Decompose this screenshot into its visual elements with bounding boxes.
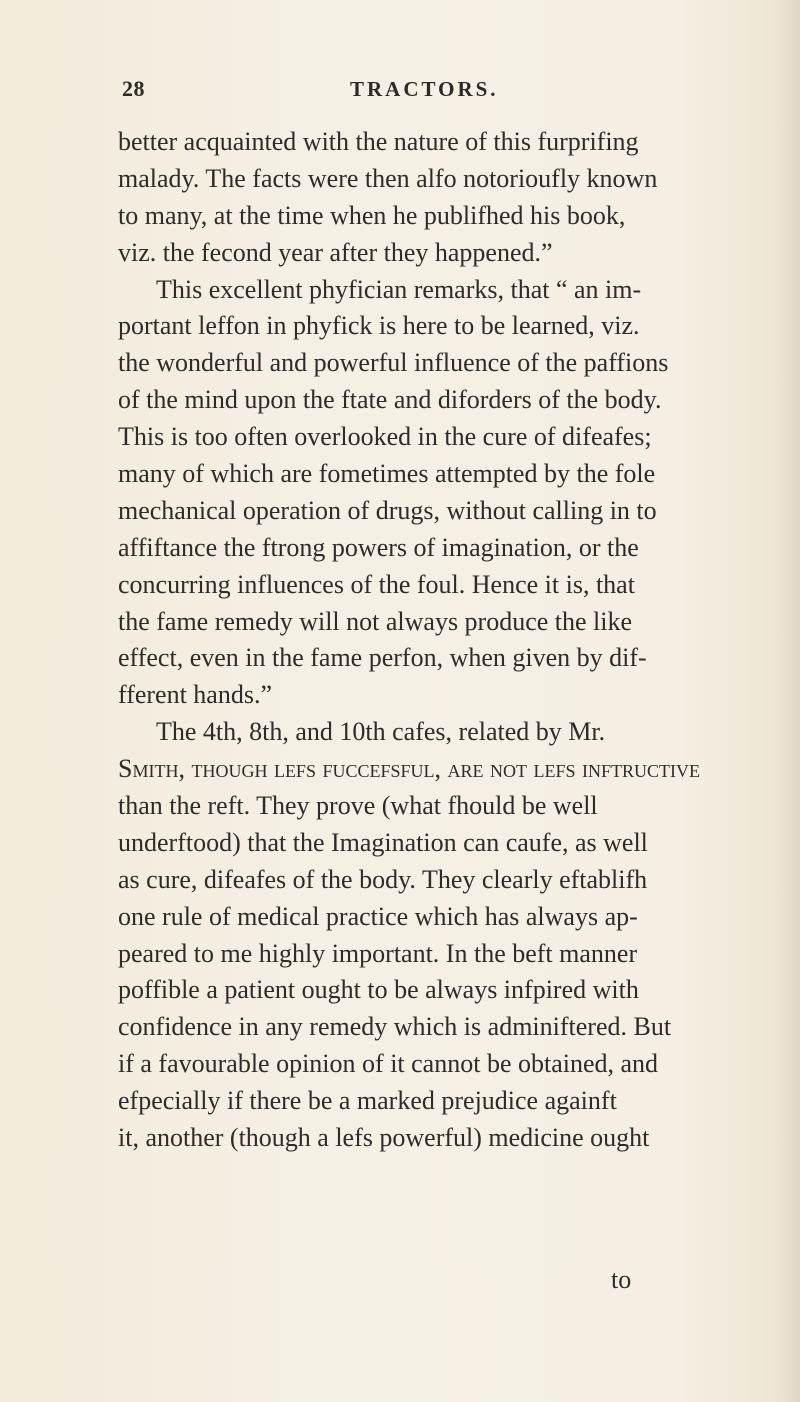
text-line: portant leffon in phyfick is here to be learned, viz. xyxy=(118,311,640,341)
catchword: to xyxy=(611,1265,632,1294)
text-line: This excellent phyfician remarks, that “ an im- xyxy=(156,274,642,304)
text-line: confidence in any remedy which is adminiftered. But xyxy=(118,1012,672,1042)
text-line: fferent hands.” xyxy=(118,680,273,710)
page-edge-shadow xyxy=(778,0,800,1402)
text-line: efpecially if there be a marked prejudice againft xyxy=(118,1086,617,1116)
body-text xyxy=(118,124,766,1157)
text-line: concurring influences of the foul. Hence it is, that xyxy=(118,569,635,599)
text-line: if a favourable opinion of it cannot be obtained, and xyxy=(118,1049,659,1079)
text-line: viz. the fecond year after they happened.” xyxy=(118,237,553,267)
text-line: Smith, though lefs fuccefsful, are not lefs inftructive xyxy=(118,754,700,784)
text-line: many of which are fometimes attempted by the fole xyxy=(118,459,656,489)
running-head: TRACTORS. xyxy=(350,77,499,101)
text-line: the fame remedy will not always produce the like xyxy=(118,606,633,636)
text-line: to many, at the time when he publifhed his book, xyxy=(118,200,626,230)
text-line: effect, even in the fame perfon, when given by dif- xyxy=(118,643,647,673)
text-line: peared to me highly important. In the beft manner xyxy=(118,938,638,968)
text-line: one rule of medical practice which has always ap- xyxy=(118,901,638,931)
text-line: as cure, difeafes of the body. They clearly eftablifh xyxy=(118,864,648,894)
text-line: poffible a patient ought to be always infpired with xyxy=(118,975,639,1005)
page-number: 28 xyxy=(122,76,145,101)
text-line: affiftance the ftrong powers of imagination, or the xyxy=(118,532,639,562)
text-line: the wonderful and powerful influence of the paffions xyxy=(118,348,669,378)
text-line: of the mind upon the ftate and diforders of the body. xyxy=(118,385,662,415)
text-line: malady. The facts were then alfo notorioufly known xyxy=(118,163,658,193)
text-line: mechanical operation of drugs, without calling in to xyxy=(118,495,657,525)
text-line: The 4th, 8th, and 10th cafes, related by Mr. xyxy=(156,717,606,747)
text-line: better acquainted with the nature of this furprifing xyxy=(118,127,639,156)
text-line: underftood) that the Imagination can caufe, as well xyxy=(118,827,648,857)
text-line: it, another (though a lefs powerful) medicine ought xyxy=(118,1123,650,1153)
text-line: than the reft. They prove (what fhould be well xyxy=(118,791,598,821)
text-line: This is too often overlooked in the cure of difeafes; xyxy=(118,422,652,452)
page-header xyxy=(118,76,696,112)
